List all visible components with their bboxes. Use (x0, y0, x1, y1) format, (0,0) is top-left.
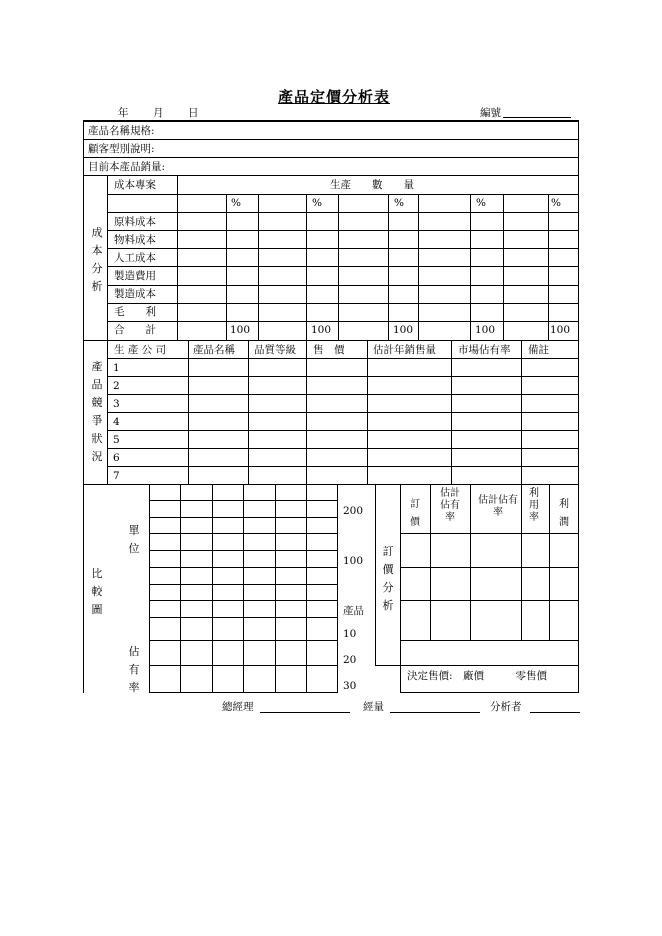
page-title: 產品定價分析表 (278, 88, 391, 106)
rule (226, 194, 227, 341)
rule (149, 484, 150, 693)
total-100: 100 (550, 324, 571, 336)
rule (149, 584, 338, 585)
rule (306, 484, 307, 693)
share-label: 佔有率 (128, 645, 140, 694)
cost-row-label: 製造成本 (114, 288, 156, 300)
manager-signature-line[interactable] (390, 712, 480, 713)
cost-row-label: 人工成本 (114, 252, 156, 264)
pricing-col-share: 估計佔有率 (440, 488, 460, 523)
unit-label: 單位 (128, 524, 140, 555)
rule (338, 194, 339, 341)
quantity-header: 生產 數 量 (330, 179, 414, 191)
rule (149, 550, 338, 551)
rule (400, 692, 579, 693)
rule (149, 500, 338, 501)
rule (400, 600, 579, 601)
rule (400, 484, 401, 693)
frame-right-lower (578, 484, 579, 693)
current-sales-label: 目前本產品銷量: (88, 161, 166, 173)
rule (83, 340, 579, 341)
y-value-20: 20 (343, 654, 357, 666)
analyst-signature-label: 分析者 (490, 701, 522, 713)
cost-row-label: 物料成本 (114, 234, 156, 246)
pricing-col-profit: 利潤 (559, 499, 569, 528)
rule (388, 194, 389, 341)
total-100: 100 (393, 324, 414, 336)
percent-sign: % (231, 197, 241, 209)
rule (306, 340, 307, 485)
rule (248, 340, 249, 485)
gm-signature-line[interactable] (260, 712, 350, 713)
total-100: 100 (230, 324, 251, 336)
cost-row-label: 原料成本 (114, 216, 156, 228)
rule (83, 139, 579, 140)
rule (521, 340, 522, 485)
competition-row-number: 4 (113, 416, 120, 428)
rule (367, 340, 368, 485)
rule (149, 640, 338, 641)
cost-row-label: 合 計 (114, 324, 156, 336)
rule (107, 448, 579, 449)
rule (177, 175, 178, 341)
pricing-analysis-label: 訂價分析 (382, 545, 394, 612)
rule (243, 484, 244, 693)
cost-row-label: 製造費用 (114, 270, 156, 282)
competition-header: 備註 (528, 344, 549, 356)
rule (149, 517, 338, 518)
total-100: 100 (475, 324, 496, 336)
rule (430, 484, 431, 641)
rule (548, 194, 549, 341)
cost-item-header: 成本專案 (114, 179, 156, 191)
analyst-signature-line[interactable] (530, 712, 580, 713)
percent-sign: % (394, 197, 404, 209)
y-value-100: 100 (343, 555, 364, 567)
number-underline (503, 117, 571, 118)
pricing-col-utilization: 利用率 (529, 488, 539, 523)
rule (418, 194, 419, 341)
competition-header: 售 價 (313, 344, 345, 356)
competition-header: 估計年銷售量 (373, 344, 436, 356)
rule (107, 466, 579, 467)
day-label: 日 (188, 107, 199, 119)
rule (188, 340, 189, 485)
rule (180, 484, 181, 693)
rule (375, 484, 376, 666)
frame-left (83, 120, 84, 693)
frame-top (83, 121, 579, 122)
rule (149, 533, 338, 534)
rule (451, 340, 452, 485)
rule (275, 484, 276, 693)
competition-header: 市場佔有率 (458, 344, 511, 356)
cost-row-label: 毛 利 (114, 306, 156, 318)
competition-row-number: 7 (113, 470, 120, 482)
pricing-col-est-share: 估計佔有率 (478, 495, 518, 518)
comparison-chart-label: 比較圖 (91, 567, 103, 616)
competition-row-number: 2 (113, 380, 120, 392)
rule (503, 194, 504, 341)
rule (107, 394, 579, 395)
rule (107, 430, 579, 431)
percent-sign: % (312, 197, 322, 209)
y-value-30: 30 (343, 680, 357, 692)
y-value-200: 200 (343, 505, 364, 517)
competition-row-number: 1 (113, 362, 120, 374)
rule (212, 484, 213, 693)
rule (149, 484, 338, 485)
cost-analysis-label: 成本分析 (91, 226, 103, 293)
rule (400, 533, 579, 534)
rule (470, 484, 471, 641)
rule (149, 567, 338, 568)
rule (306, 194, 307, 341)
rule (149, 665, 338, 666)
rule (375, 665, 579, 666)
manager-signature-label: 經量 (363, 701, 384, 713)
rule (258, 194, 259, 341)
competition-row-number: 6 (113, 452, 120, 464)
competition-label: 產品競爭狀況 (91, 360, 103, 463)
product-name-label: 產品名稱規格: (88, 125, 155, 137)
rule (149, 617, 338, 618)
percent-sign: % (476, 197, 486, 209)
rule (149, 692, 338, 693)
number-label: 編號 (480, 107, 501, 119)
y-value-product: 產品 (343, 605, 364, 617)
rule (107, 376, 579, 377)
rule (470, 194, 471, 341)
competition-header: 產品名稱 (193, 344, 235, 356)
rule (83, 175, 579, 176)
customer-type-label: 顧客型別說明: (88, 143, 155, 155)
rule (521, 484, 522, 641)
rule (400, 640, 579, 641)
rule (83, 157, 579, 158)
decision-price-label: 決定售價: 廠價 零售價 (407, 670, 548, 682)
competition-header: 品質等級 (254, 344, 296, 356)
pricing-col-price: 訂價 (410, 499, 420, 528)
competition-header: 生 產 公 司 (114, 344, 167, 356)
percent-sign: % (551, 197, 561, 209)
rule (400, 567, 579, 568)
competition-row-number: 5 (113, 434, 120, 446)
rule (549, 484, 550, 641)
month-label: 月 (153, 107, 164, 119)
total-100: 100 (311, 324, 332, 336)
y-value-10: 10 (343, 628, 357, 640)
year-label: 年 (118, 107, 129, 119)
rule (107, 358, 579, 359)
section-divider (107, 175, 108, 485)
rule (107, 412, 579, 413)
competition-row-number: 3 (113, 398, 120, 410)
rule (337, 484, 338, 693)
gm-signature-label: 總經理 (222, 701, 254, 713)
rule (149, 600, 338, 601)
